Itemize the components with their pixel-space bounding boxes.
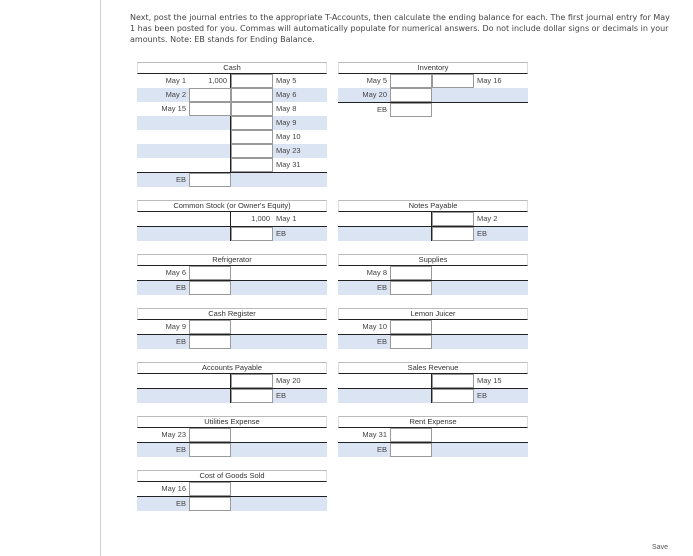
credit-date-label: May 16: [477, 76, 502, 85]
t-account-accounts-payable: [137, 362, 327, 403]
credit-empty-cell: [231, 320, 273, 334]
debit-date-label: May 31: [362, 430, 387, 439]
credit-date-label: [273, 497, 327, 511]
credit-date-label: [273, 482, 327, 496]
debit-amount-input[interactable]: [390, 103, 432, 117]
debit-empty-cell: [390, 227, 432, 241]
credit-date-label: May 8: [276, 104, 297, 113]
debit-amount-input[interactable]: [390, 335, 432, 349]
ledger-row: [338, 388, 528, 403]
t-account-rent-expense: [338, 416, 528, 457]
credit-empty-cell: [231, 428, 273, 442]
debit-empty-cell: [189, 130, 231, 144]
debit-date-label: [338, 212, 390, 226]
ledger-row: [137, 74, 327, 88]
t-account-supplies: [338, 254, 528, 295]
credit-empty-cell: [231, 443, 273, 457]
credit-date-label: [474, 335, 528, 349]
ledger-row: [338, 280, 528, 295]
debit-empty-cell: [390, 389, 432, 403]
ledger-row: [338, 374, 528, 388]
debit-date-label: EB: [376, 283, 387, 292]
ledger-row: [338, 102, 528, 117]
credit-date-label: May 6: [276, 90, 297, 99]
credit-amount-input[interactable]: [231, 102, 273, 116]
debit-empty-cell: [189, 374, 231, 388]
ledger-row: [338, 88, 528, 102]
ledger-row: [137, 442, 327, 457]
ledger-row: [137, 388, 327, 403]
debit-date-label: [137, 227, 189, 241]
credit-date-label: EB: [477, 391, 488, 400]
debit-empty-cell: [189, 227, 231, 241]
credit-date-label: May 20: [276, 376, 301, 385]
account-title: Sales Revenue: [338, 362, 528, 374]
debit-date-label: [137, 144, 189, 158]
debit-date-label: May 10: [362, 322, 387, 331]
debit-date-label: EB: [376, 337, 387, 346]
credit-amount-input[interactable]: [231, 130, 273, 144]
credit-empty-cell: [231, 266, 273, 280]
t-account-cash: [137, 62, 327, 187]
account-title: Cost of Goods Sold: [137, 470, 327, 482]
credit-amount-input[interactable]: [231, 74, 273, 88]
debit-amount-input[interactable]: [189, 281, 231, 295]
credit-empty-cell: [231, 281, 273, 295]
credit-empty-cell: [432, 443, 474, 457]
credit-date-label: May 2: [477, 214, 498, 223]
credit-date-label: May 15: [477, 376, 502, 385]
credit-amount-input[interactable]: [432, 374, 474, 388]
ledger-row: [137, 130, 327, 144]
ledger-row: [338, 442, 528, 457]
t-account-utilities-expense: [137, 416, 327, 457]
credit-date-label: EB: [276, 229, 287, 238]
credit-date-label: [273, 173, 327, 187]
account-title: Utilities Expense: [137, 416, 327, 428]
debit-empty-cell: [189, 144, 231, 158]
debit-empty-cell: [390, 374, 432, 388]
credit-date-label: May 9: [276, 118, 297, 127]
debit-date-label: May 23: [161, 430, 186, 439]
debit-amount-input[interactable]: [189, 266, 231, 280]
credit-date-label: May 10: [276, 132, 301, 141]
ledger-row: [137, 334, 327, 349]
debit-amount-input[interactable]: [189, 497, 231, 511]
credit-amount-input[interactable]: [231, 158, 273, 172]
t-account-lemon-juicer: [338, 308, 528, 349]
account-title: Refrigerator: [137, 254, 327, 266]
debit-date-label: [137, 116, 189, 130]
debit-amount-input[interactable]: [390, 88, 432, 102]
ledger-row: [137, 144, 327, 158]
ledger-row: [338, 226, 528, 241]
debit-date-label: EB: [376, 105, 387, 114]
account-title: Rent Expense: [338, 416, 528, 428]
ledger-row: [137, 428, 327, 442]
credit-empty-cell: [432, 266, 474, 280]
credit-date-label: [474, 320, 528, 334]
debit-date-label: May 16: [161, 484, 186, 493]
ledger-row: [137, 496, 327, 511]
debit-empty-cell: [189, 158, 231, 172]
credit-empty-cell: [231, 482, 273, 496]
ledger-row: [137, 482, 327, 496]
debit-amount-input[interactable]: [189, 88, 231, 102]
credit-date-label: [474, 88, 528, 102]
credit-date-label: May 23: [276, 146, 301, 155]
t-account-refrigerator: [137, 254, 327, 295]
ledger-row: [338, 266, 528, 280]
credit-empty-cell: [231, 173, 273, 187]
credit-amount-input[interactable]: [231, 144, 273, 158]
credit-date-label: May 5: [276, 76, 297, 85]
credit-empty-cell: [432, 335, 474, 349]
debit-date-label: [137, 389, 189, 403]
debit-date-label: May 1: [165, 76, 186, 85]
account-title: Cash: [137, 62, 327, 74]
debit-amount-input[interactable]: [390, 428, 432, 442]
ledger-row: [137, 88, 327, 102]
credit-empty-cell: [231, 335, 273, 349]
account-title: Accounts Payable: [137, 362, 327, 374]
credit-date-label: [273, 335, 327, 349]
debit-date-label: EB: [175, 175, 186, 184]
save-button[interactable]: Save: [652, 544, 668, 551]
debit-date-label: May 5: [366, 76, 387, 85]
instructions-text: Next, post the journal entries to the appropriate T-Accounts, then calculate the ending balance for each. The first journal entry for May 1 has been posted for you. Commas will automatically populate for numerical answers. Do not include dollar signs or decimals in your amounts. Note: EB stands for Ending Balance.: [130, 13, 670, 44]
debit-amount-input[interactable]: [390, 74, 432, 88]
debit-date-label: EB: [175, 499, 186, 508]
debit-empty-cell: [189, 212, 231, 226]
account-title: Notes Payable: [338, 200, 528, 212]
debit-date-label: May 9: [165, 322, 186, 331]
debit-amount-input[interactable]: [189, 173, 231, 187]
ledger-row: [137, 226, 327, 241]
credit-amount-value: 1,000: [251, 214, 270, 223]
debit-date-label: [338, 389, 390, 403]
debit-date-label: May 8: [366, 268, 387, 277]
account-title: Lemon Juicer: [338, 308, 528, 320]
credit-empty-cell: [432, 320, 474, 334]
credit-amount-input[interactable]: [231, 374, 273, 388]
ledger-row: [137, 172, 327, 187]
t-account-notes-payable: [338, 200, 528, 241]
credit-amount-input[interactable]: [231, 227, 273, 241]
debit-amount-input[interactable]: [390, 281, 432, 295]
credit-amount-input[interactable]: [231, 116, 273, 130]
debit-date-label: EB: [175, 283, 186, 292]
credit-date-label: [474, 266, 528, 280]
ledger-row: [137, 266, 327, 280]
debit-empty-cell: [390, 212, 432, 226]
ledger-row: [137, 212, 327, 226]
credit-empty-cell: [432, 88, 474, 102]
ledger-row: [338, 320, 528, 334]
t-account-inventory: [338, 62, 528, 117]
credit-amount-input[interactable]: [432, 227, 474, 241]
debit-amount-input[interactable]: [390, 443, 432, 457]
ledger-row: [338, 212, 528, 226]
credit-date-label: [273, 428, 327, 442]
credit-empty-cell: [231, 497, 273, 511]
ledger-row: [137, 116, 327, 130]
credit-date-label: [474, 428, 528, 442]
credit-empty-cell: [432, 103, 474, 117]
credit-date-label: [273, 281, 327, 295]
credit-date-label: EB: [276, 391, 287, 400]
ledger-row: [338, 428, 528, 442]
ledger-row: [137, 374, 327, 388]
debit-date-label: May 15: [161, 104, 186, 113]
account-title: Cash Register: [137, 308, 327, 320]
credit-date-label: May 31: [276, 160, 301, 169]
credit-empty-cell: [432, 281, 474, 295]
debit-date-label: [338, 227, 390, 241]
ledger-row: [137, 280, 327, 295]
debit-date-label: [137, 130, 189, 144]
debit-amount-input[interactable]: [189, 335, 231, 349]
credit-amount-input[interactable]: [432, 389, 474, 403]
credit-date-label: [273, 266, 327, 280]
t-account-sales-revenue: [338, 362, 528, 403]
debit-date-label: May 6: [165, 268, 186, 277]
ledger-row: [338, 74, 528, 88]
debit-date-label: [338, 374, 390, 388]
account-title: Common Stock (or Owner's Equity): [137, 200, 327, 212]
left-divider: [100, 0, 101, 556]
credit-empty-cell: [432, 428, 474, 442]
credit-date-label: [273, 443, 327, 457]
account-title: Inventory: [338, 62, 528, 74]
credit-amount-input[interactable]: [432, 212, 474, 226]
ledger-row: [137, 102, 327, 116]
credit-date-label: [474, 281, 528, 295]
credit-date-label: [273, 320, 327, 334]
account-title: Supplies: [338, 254, 528, 266]
t-account-common-stock: [137, 200, 327, 241]
credit-date-label: EB: [477, 229, 488, 238]
ledger-row: [338, 334, 528, 349]
t-account-cost-of-goods-sold: [137, 470, 327, 511]
debit-date-label: [137, 374, 189, 388]
debit-amount-input[interactable]: [189, 320, 231, 334]
debit-amount-input[interactable]: [390, 266, 432, 280]
debit-amount-input[interactable]: [189, 428, 231, 442]
credit-amount-input[interactable]: [432, 74, 474, 88]
debit-empty-cell: [189, 389, 231, 403]
debit-amount-input[interactable]: [390, 320, 432, 334]
debit-amount-value: 1,000: [189, 74, 231, 88]
debit-date-label: May 20: [362, 90, 387, 99]
debit-empty-cell: [189, 116, 231, 130]
ledger-row: [137, 320, 327, 334]
credit-amount-input[interactable]: [231, 88, 273, 102]
debit-date-label: [137, 158, 189, 172]
debit-amount-input[interactable]: [189, 482, 231, 496]
debit-amount-input[interactable]: [189, 102, 231, 116]
debit-date-label: EB: [175, 445, 186, 454]
ledger-row: [137, 158, 327, 172]
t-account-cash-register: [137, 308, 327, 349]
debit-date-label: EB: [376, 445, 387, 454]
debit-date-label: May 2: [165, 90, 186, 99]
credit-date-label: [474, 443, 528, 457]
credit-amount-input[interactable]: [231, 389, 273, 403]
credit-date-label: May 1: [276, 214, 297, 223]
debit-date-label: [137, 212, 189, 226]
debit-date-label: EB: [175, 337, 186, 346]
credit-date-label: [474, 103, 528, 117]
debit-amount-input[interactable]: [189, 443, 231, 457]
